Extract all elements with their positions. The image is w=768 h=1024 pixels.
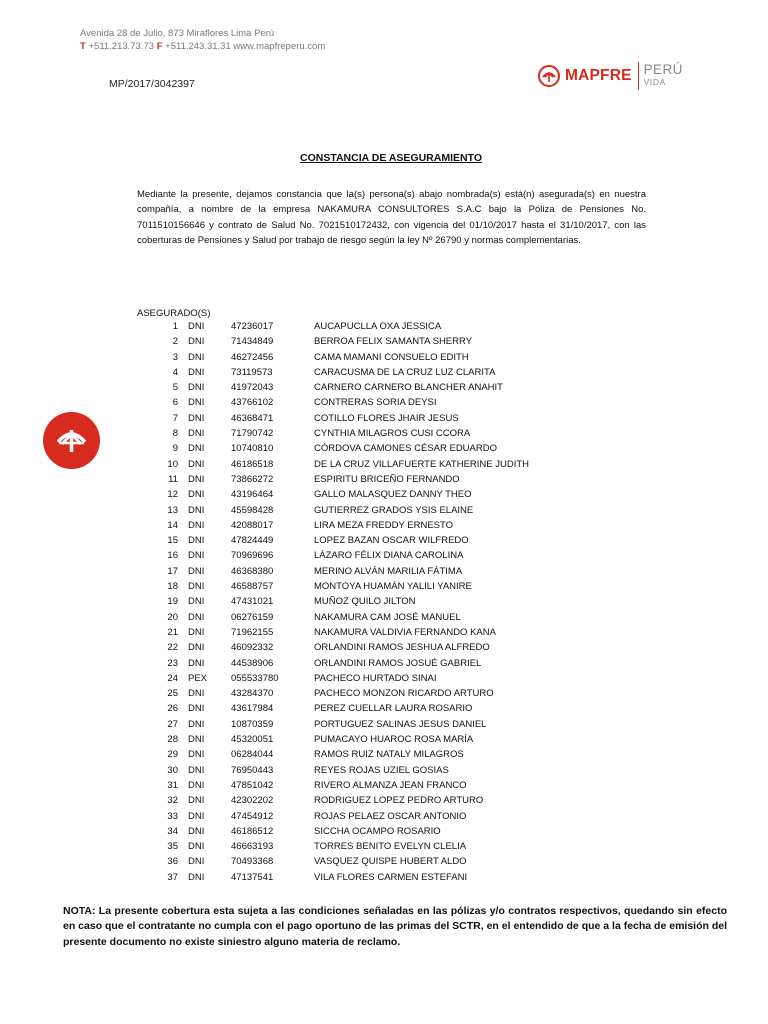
document-number: 73119573 bbox=[231, 366, 273, 378]
insured-list bbox=[0, 319, 768, 885]
mapfre-peru-logo bbox=[538, 59, 683, 93]
document-number: 10870359 bbox=[231, 718, 274, 730]
document-type: DNI bbox=[188, 596, 205, 608]
row-number: 31 bbox=[167, 779, 178, 791]
document-number: 43284370 bbox=[231, 688, 274, 700]
insured-name: RODRIGUEZ LOPEZ PEDRO ARTURO bbox=[314, 795, 484, 807]
document-type: DNI bbox=[188, 810, 205, 822]
document-number: 73866272 bbox=[231, 473, 274, 485]
insured-row bbox=[0, 870, 768, 885]
document-type: DNI bbox=[188, 382, 205, 394]
document-type: DNI bbox=[188, 366, 205, 378]
insured-row bbox=[0, 717, 768, 732]
document-type: DNI bbox=[188, 458, 205, 470]
row-number: 8 bbox=[172, 428, 178, 440]
document-title: CONSTANCIA DE ASEGURAMIENTO bbox=[299, 152, 482, 164]
insured-name: CÓRDOVA CAMONES CÉSAR EDUARDO bbox=[314, 443, 497, 455]
document-type: DNI bbox=[188, 703, 205, 715]
document-number: 41972043 bbox=[231, 382, 274, 394]
document-type: DNI bbox=[188, 565, 205, 577]
insured-name: SICCHA OCAMPO ROSARIO bbox=[314, 825, 441, 837]
document-number: 70969696 bbox=[231, 550, 274, 562]
row-number: 32 bbox=[167, 795, 178, 807]
document-type: DNI bbox=[188, 443, 205, 455]
insured-name: LÁZARO FÉLIX DIANA CAROLINA bbox=[314, 550, 464, 562]
insured-row bbox=[0, 487, 768, 502]
insured-row bbox=[0, 564, 768, 579]
insured-row bbox=[0, 533, 768, 548]
insured-name: CYNTHIA MILAGROS CUSI CCORA bbox=[314, 428, 471, 440]
document-type: DNI bbox=[188, 825, 205, 837]
insured-row bbox=[0, 610, 768, 625]
document-number: 47851042 bbox=[231, 779, 274, 791]
insured-row bbox=[0, 365, 768, 380]
row-number: 28 bbox=[167, 734, 178, 746]
fax-and-website: +511.243.31.31 www.mapfreperu.com bbox=[165, 41, 326, 52]
document-number: 45320051 bbox=[231, 734, 274, 746]
insured-row bbox=[0, 686, 768, 701]
document-type: DNI bbox=[188, 657, 205, 669]
insured-name: RAMOS RUIZ NATALY MILAGROS bbox=[314, 749, 464, 761]
row-number: 11 bbox=[168, 473, 178, 485]
document-type: DNI bbox=[188, 764, 205, 776]
insured-row bbox=[0, 411, 768, 426]
document-type: DNI bbox=[188, 519, 205, 531]
insured-row bbox=[0, 824, 768, 839]
insured-row bbox=[0, 763, 768, 778]
mapfre-emblem-icon bbox=[538, 65, 560, 87]
insured-row bbox=[0, 350, 768, 365]
row-number: 33 bbox=[167, 810, 178, 822]
row-number: 30 bbox=[167, 764, 178, 776]
row-number: 36 bbox=[167, 856, 178, 868]
insured-name: PACHECO HURTADO SINAI bbox=[314, 672, 437, 684]
row-number: 37 bbox=[167, 871, 178, 883]
logo-brand-text: MAPFRE bbox=[565, 67, 632, 84]
row-number: 35 bbox=[167, 841, 178, 853]
contact-line bbox=[80, 40, 325, 53]
insured-row bbox=[0, 548, 768, 563]
row-number: 17 bbox=[167, 565, 178, 577]
insured-row bbox=[0, 625, 768, 640]
document-type: DNI bbox=[188, 871, 205, 883]
insured-row bbox=[0, 457, 768, 472]
document-number: 06284044 bbox=[231, 749, 274, 761]
document-number: 71434849 bbox=[231, 336, 274, 348]
document-type: DNI bbox=[188, 397, 205, 409]
insured-name: GUTIERREZ GRADOS YSIS ELAINE bbox=[314, 504, 474, 516]
insured-name: PORTUGUEZ SALINAS JESUS DANIEL bbox=[314, 718, 487, 730]
insured-row bbox=[0, 854, 768, 869]
document-type: DNI bbox=[188, 428, 205, 440]
document-type: DNI bbox=[188, 642, 205, 654]
insured-name: CARACUSMA DE LA CRUZ LUZ CLARITA bbox=[314, 366, 496, 378]
insured-name: VILA FLORES CARMEN ESTEFANI bbox=[314, 871, 468, 883]
insured-row bbox=[0, 380, 768, 395]
document-number: 46368380 bbox=[231, 565, 274, 577]
insured-row bbox=[0, 426, 768, 441]
document-number: 71790742 bbox=[231, 428, 274, 440]
document-number: 42302202 bbox=[231, 795, 274, 807]
document-type: DNI bbox=[188, 489, 205, 501]
insured-name: NAKAMURA VALDIVIA FERNANDO KANA bbox=[314, 626, 496, 638]
document-type: DNI bbox=[188, 779, 205, 791]
fax-label: F bbox=[156, 41, 163, 52]
insured-row bbox=[0, 334, 768, 349]
document-type: DNI bbox=[188, 841, 205, 853]
row-number: 19 bbox=[167, 596, 178, 608]
row-number: 27 bbox=[167, 718, 178, 730]
insured-name: PACHECO MONZON RICARDO ARTURO bbox=[314, 688, 494, 700]
document-number: 70493368 bbox=[231, 856, 274, 868]
insured-name: NAKAMURA CAM JOSÉ MANUEL bbox=[314, 611, 461, 623]
row-number: 12 bbox=[167, 489, 178, 501]
document-type: DNI bbox=[188, 535, 205, 547]
document-number: 43196464 bbox=[231, 489, 274, 501]
row-number: 4 bbox=[172, 366, 178, 378]
logo-country-text: PERÚ bbox=[643, 62, 683, 77]
document-type: DNI bbox=[188, 749, 205, 761]
row-number: 24 bbox=[167, 672, 178, 684]
insured-name: AUCAPUCLLA OXA JESSICA bbox=[314, 321, 442, 332]
row-number: 10 bbox=[167, 458, 178, 470]
insured-row bbox=[0, 518, 768, 533]
row-number: 14 bbox=[167, 519, 178, 531]
insured-row bbox=[0, 319, 768, 334]
document-type: DNI bbox=[188, 734, 205, 746]
insured-name: ORLANDINI RAMOS JESHUA ALFREDO bbox=[314, 642, 490, 654]
document-reference-number: MP/2017/3042397 bbox=[109, 78, 195, 90]
document-type: PEX bbox=[188, 672, 208, 684]
insured-row bbox=[0, 503, 768, 518]
document-type: DNI bbox=[188, 412, 205, 424]
insured-name: ROJAS PELAEZ OSCAR ANTONIO bbox=[314, 810, 467, 822]
row-number: 16 bbox=[167, 550, 178, 562]
insured-row bbox=[0, 732, 768, 747]
insured-name: PEREZ CUELLAR LAURA ROSARIO bbox=[314, 703, 473, 715]
insured-row bbox=[0, 671, 768, 686]
insured-row bbox=[0, 441, 768, 456]
document-number: 46272456 bbox=[231, 351, 274, 363]
insured-name: ORLANDINI RAMOS JOSUÉ GABRIEL bbox=[314, 657, 482, 669]
document-type: DNI bbox=[188, 336, 205, 348]
row-number: 13 bbox=[167, 504, 178, 516]
intro-paragraph: Mediante la presente, dejamos constancia que la(s) persona(s) abajo nombrada(s) está(n) asegurada(s) en nuestra compañía, a nombre de la empresa NAKAMURA CONSULTORES S.A.C bajo la Póliza de Pensiones No. 7011510156646 y contrato de Salud No. 7021510172432, con vigencia del 01/10/2017 hasta el 31/10/2017, con las coberturas de Pensiones y Salud por trabajo de riesgo según la ley Nº 26790 y normas complementarias. bbox=[137, 189, 646, 246]
document-number: 06276159 bbox=[231, 611, 274, 623]
document-number: 46588757 bbox=[231, 581, 274, 593]
document-number: 10740810 bbox=[231, 443, 274, 455]
row-number: 20 bbox=[167, 611, 178, 623]
document-number: 76950443 bbox=[231, 764, 274, 776]
insured-name: COTILLO FLORES JHAIR JESUS bbox=[314, 412, 459, 424]
phone-label: T bbox=[80, 41, 86, 52]
insured-row bbox=[0, 472, 768, 487]
insured-name: LOPEZ BAZAN OSCAR WILFREDO bbox=[314, 535, 469, 547]
insured-name: LIRA MEZA FREDDY ERNESTO bbox=[314, 519, 454, 531]
document-number: 47824449 bbox=[231, 535, 274, 547]
insured-row bbox=[0, 656, 768, 671]
document-type: DNI bbox=[188, 626, 205, 638]
document-number: 46186518 bbox=[231, 458, 274, 470]
document-type: DNI bbox=[188, 504, 205, 516]
insured-name: MONTOYA HUAMÁN YALILI YANIRE bbox=[314, 581, 472, 593]
row-number: 34 bbox=[167, 825, 178, 837]
row-number: 9 bbox=[172, 443, 178, 455]
row-number: 25 bbox=[167, 688, 178, 700]
document-type: DNI bbox=[188, 688, 205, 700]
document-number: 46092332 bbox=[231, 642, 274, 654]
insured-name: DE LA CRUZ VILLAFUERTE KATHERINE JUDITH bbox=[314, 458, 530, 470]
insured-row bbox=[0, 640, 768, 655]
insured-name: BERROA FELIX SAMANTA SHERRY bbox=[314, 336, 473, 348]
insured-row bbox=[0, 395, 768, 410]
document-type: DNI bbox=[188, 718, 205, 730]
row-number: 1 bbox=[172, 321, 178, 332]
row-number: 5 bbox=[172, 382, 178, 394]
coverage-note: NOTA: La presente cobertura esta sujeta a las condiciones señaladas en las pólizas y/o contratos respectivos, quedando sin efecto en caso que el contratante no cumpla con el pago oportuno de las primas del SCTR, en el entendido de que a la fecha de emisión del presente documento no existe siniestro alguno materia de reclamo. bbox=[63, 905, 727, 948]
document-number: 47236017 bbox=[231, 321, 274, 332]
logo-unit-text: VIDA bbox=[643, 77, 666, 87]
insured-name: CAMA MAMANI CONSUELO EDITH bbox=[314, 351, 469, 363]
row-number: 18 bbox=[167, 581, 178, 593]
insured-name: MERINO ALVÁN MARILIA FÁTIMA bbox=[314, 565, 463, 577]
row-number: 15 bbox=[167, 535, 178, 547]
document-number: 47431021 bbox=[231, 596, 274, 608]
insured-name: GALLO MALASQUEZ DANNY THEO bbox=[314, 489, 472, 501]
document-number: 46663193 bbox=[231, 841, 274, 853]
document-number: 42088017 bbox=[231, 519, 274, 531]
document-type: DNI bbox=[188, 581, 205, 593]
document-type: DNI bbox=[188, 321, 205, 332]
document-number: 46368471 bbox=[231, 412, 274, 424]
document-number: 46186512 bbox=[231, 825, 274, 837]
document-type: DNI bbox=[188, 856, 205, 868]
row-number: 7 bbox=[172, 412, 178, 424]
insured-row bbox=[0, 747, 768, 762]
row-number: 6 bbox=[172, 397, 178, 409]
insured-row bbox=[0, 579, 768, 594]
document-type: DNI bbox=[188, 611, 205, 623]
document-type: DNI bbox=[188, 795, 205, 807]
phone-number: +511.213.73.73 bbox=[88, 41, 155, 52]
insured-row bbox=[0, 594, 768, 609]
document-type: DNI bbox=[188, 550, 205, 562]
row-number: 29 bbox=[167, 749, 178, 761]
insured-name: ESPIRITU BRICEÑO FERNANDO bbox=[314, 473, 460, 485]
row-number: 3 bbox=[172, 351, 178, 363]
document-number: 47137541 bbox=[231, 871, 274, 883]
insured-name: TORRES BENITO EVELYN CLELIA bbox=[314, 841, 467, 853]
document-number: 47454912 bbox=[231, 810, 274, 822]
row-number: 21 bbox=[167, 626, 178, 638]
insured-name: CONTRERAS SORIA DEYSI bbox=[314, 397, 437, 409]
insured-row bbox=[0, 839, 768, 854]
company-address: Avenida 28 de Julio, 873 Miraflores Lima Perú bbox=[80, 28, 275, 39]
insured-name: MUÑOZ QUILO JILTON bbox=[314, 596, 416, 608]
document-number: 45598428 bbox=[231, 504, 274, 516]
insured-row bbox=[0, 809, 768, 824]
insured-name: CARNERO CARNERO BLANCHER ANAHIT bbox=[314, 382, 503, 394]
insured-row bbox=[0, 778, 768, 793]
row-number: 22 bbox=[167, 642, 178, 654]
logo-divider bbox=[638, 62, 639, 90]
letterhead-address-block bbox=[80, 27, 325, 53]
insured-row bbox=[0, 701, 768, 716]
document-type: DNI bbox=[188, 351, 205, 363]
row-number: 26 bbox=[167, 703, 178, 715]
insured-name: RIVERO ALMANZA JEAN FRANCO bbox=[314, 779, 467, 791]
row-number: 2 bbox=[172, 336, 178, 348]
document-number: 43617984 bbox=[231, 703, 274, 715]
document-number: 71962155 bbox=[231, 626, 274, 638]
insured-row bbox=[0, 793, 768, 808]
document-number: 43766102 bbox=[231, 397, 274, 409]
logo-country-block bbox=[644, 64, 683, 88]
document-number: 055533780 bbox=[231, 672, 279, 684]
insured-name: PUMACAYO HUAROC ROSA MARÍA bbox=[314, 734, 474, 746]
row-number: 23 bbox=[167, 657, 178, 669]
document-type: DNI bbox=[188, 473, 205, 485]
insured-name: VASQUEZ QUISPE HUBERT ALDO bbox=[314, 856, 467, 868]
insured-name: REYES ROJAS UZIEL GOSIAS bbox=[314, 764, 449, 776]
insured-list-header: ASEGURADO(S) bbox=[137, 308, 211, 319]
document-number: 44538906 bbox=[231, 657, 274, 669]
